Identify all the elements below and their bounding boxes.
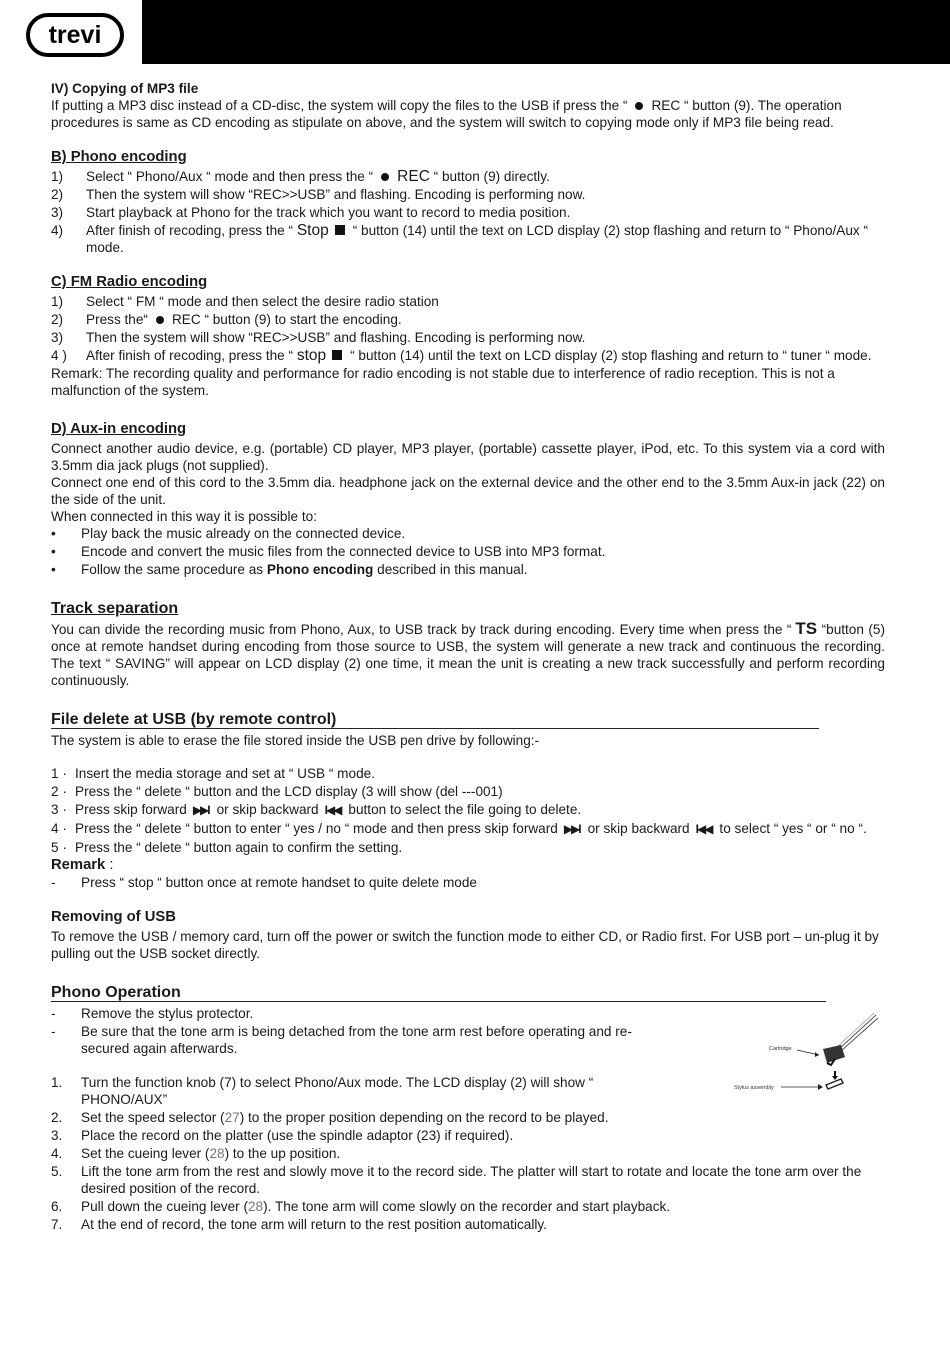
step-number: 4 ) <box>51 348 67 363</box>
remark-text: Press “ stop “ button once at remote handset to quite delete mode <box>81 875 477 890</box>
fm-step <box>51 293 885 310</box>
rec-dot-icon <box>635 102 643 110</box>
trevi-logo-graphic <box>26 12 124 58</box>
track-text-a: You can divide the recording music from Phono, Aux, to USB track by track during encoding. Every time when press the “ <box>51 622 792 637</box>
phono-op-step <box>51 1163 885 1197</box>
delete-remark-heading <box>51 857 885 874</box>
section-removing-usb-title: Removing of USB <box>51 909 176 925</box>
svg-text:trevi: trevi <box>48 21 102 49</box>
step-text: Pull down the cueing lever ( <box>81 1199 248 1214</box>
phono-op-step <box>51 1198 885 1215</box>
bullet-text: Play back the music already on the connected device. <box>81 526 406 541</box>
step-text: Press skip forward <box>75 802 187 817</box>
reference-number: 27 <box>224 1110 240 1125</box>
delete-step <box>51 765 885 782</box>
phono-op-step <box>51 1145 885 1162</box>
delete-step <box>51 839 885 856</box>
step-text: Then the system will show “REC>>USB” and flashing. Encoding is performing now. <box>86 330 586 345</box>
step-number: 1) <box>51 294 64 309</box>
step-number: 4) <box>51 223 64 238</box>
skip-forward-icon: ▶▶I <box>563 822 580 836</box>
fm-remark: Remark: The recording quality and performance for radio encoding is not stable due to interference of radio reception. This is not a malfunction of the system. <box>51 366 835 398</box>
phono-step <box>51 186 885 203</box>
stop-square-icon <box>332 350 342 360</box>
aux-bullet <box>51 525 885 542</box>
step-text: Start playback at Phono for the track which you want to record to media position. <box>86 205 571 220</box>
step-number: 3. <box>51 1128 63 1143</box>
step-text: or skip backward <box>216 802 319 817</box>
step-text: Press the“ <box>86 312 148 327</box>
step-text: ) to the up position. <box>224 1146 341 1161</box>
stylus-assembly-label: Stylus assembly <box>734 1085 774 1091</box>
step-text: “ button (9) directly. <box>433 169 550 184</box>
step-text: Insert the media storage and set at “ USB “ mode. <box>75 766 375 781</box>
step-text: ) to the proper position depending on the record to be played. <box>239 1110 609 1125</box>
removing-usb-body: To remove the USB / memory card, turn off the power or switch the function mode to either CD, or Radio first. For USB port – un-plug it by pulling out the USB socket directly. <box>51 929 879 961</box>
step-number: 2 · <box>51 784 67 799</box>
fm-step <box>51 347 885 364</box>
step-text: Lift the tone arm from the rest and slowly move it to the record side. The platter will start to rotate and locate the tone arm over the desired position of the record. <box>81 1164 862 1196</box>
step-text: button to select the file going to delete. <box>348 802 582 817</box>
aux-paragraph: Connect another audio device, e.g. (portable) CD player, MP3 player, (portable) cassette player, iPod, etc. To this system via a cord with 3.5mm dia jack plugs (not supplied). <box>51 441 885 473</box>
section-file-delete-title: File delete at USB (by remote control) <box>51 711 819 729</box>
reference-number: 28 <box>209 1146 225 1161</box>
step-number: 2) <box>51 187 64 202</box>
aux-bullet <box>51 543 885 560</box>
rec-label: REC <box>651 98 681 113</box>
bullet-icon: • <box>51 544 56 559</box>
step-text: Set the cueing lever ( <box>81 1146 210 1161</box>
track-text-b: “button (5) once at remote handset during encoding from those source to USB, the system will generate a new track and continuous the recording. The text “ SAVING” will appear on LCD display (2) one time, it mean the unit is creating a new track successfully and perform recording continuously. <box>51 622 885 688</box>
aux-paragraph: When connected in this way it is possible to: <box>51 509 317 524</box>
dash-bullet: - <box>51 1006 56 1021</box>
remark-title: Remark <box>51 857 106 873</box>
rec-label: REC <box>171 312 201 327</box>
header-bar <box>142 0 950 64</box>
bullet-icon: • <box>51 562 56 577</box>
skip-backward-icon: I◀◀ <box>695 822 712 836</box>
step-text: Set the speed selector ( <box>81 1110 225 1125</box>
section-aux-encoding-title: D) Aux-in encoding <box>51 421 187 437</box>
step-text: or skip backward <box>587 821 690 836</box>
ts-button-label: TS <box>795 619 818 638</box>
track-separation-body <box>51 620 885 689</box>
delete-step <box>51 820 885 838</box>
delete-remark <box>51 874 885 891</box>
cartridge-label: Cartridge <box>769 1046 792 1052</box>
step-number: 5. <box>51 1164 63 1179</box>
rec-label: REC <box>397 168 430 185</box>
stop-label: Stop <box>296 222 329 239</box>
bullet-text: Encode and convert the music files from the connected device to USB into MP3 format. <box>81 544 606 559</box>
delete-step <box>51 783 885 800</box>
step-number: 1. <box>51 1075 63 1090</box>
section-track-separation-title: Track separation <box>51 600 179 617</box>
step-text: to select “ yes “ or “ no “. <box>719 821 867 836</box>
section-phono-operation-title: Phono Operation <box>51 984 826 1002</box>
phono-operation-body <box>51 1005 885 1233</box>
section-mp3-copy-title: IV) Copying of MP3 file <box>51 81 199 96</box>
bullet-text: described in this manual. <box>373 562 528 577</box>
step-number: 3 · <box>51 802 67 817</box>
mp3-copy-text-a: If putting a MP3 disc instead of a CD-disc, the system will copy the files to the USB if press the “ <box>51 98 628 113</box>
rec-dot-icon <box>156 316 164 324</box>
step-text: “ button (9) to start the encoding. <box>204 312 402 327</box>
step-number: 3) <box>51 205 64 220</box>
step-number: 2. <box>51 1110 63 1125</box>
step-text: After finish of recoding, press the “ <box>86 348 294 363</box>
phono-op-step <box>51 1127 885 1144</box>
bullet-icon: • <box>51 526 56 541</box>
phono-op-step <box>51 1109 885 1126</box>
phono-op-step <box>51 1216 885 1233</box>
aux-paragraph: Connect one end of this cord to the 3.5mm dia. headphone jack on the external device and the other end to the 3.5mm Aux-in jack (22) on the side of the unit. <box>51 475 885 507</box>
step-number: 1 · <box>51 766 67 781</box>
step-number: 4. <box>51 1146 63 1161</box>
note-text: Remove the stylus protector. <box>81 1006 254 1021</box>
step-number: 5 · <box>51 840 67 855</box>
remark-colon: : <box>105 857 114 873</box>
phono-step <box>51 168 885 185</box>
tone-arm-diagram <box>731 1013 881 1108</box>
step-text: Press the “ delete “ button again to confirm the setting. <box>75 840 403 855</box>
trevi-logo <box>26 12 124 58</box>
step-text: ). The tone arm will come slowly on the recorder and start playback. <box>263 1199 671 1214</box>
bullet-bold-text: Phono encoding <box>266 562 374 577</box>
bullet-text: Follow the same procedure as <box>81 562 267 577</box>
step-text: “ button (14) until the text on LCD display (2) stop flashing and return to “ tuner “ mode. <box>350 348 872 363</box>
skip-forward-icon: ▶▶I <box>192 803 209 817</box>
stop-square-icon <box>335 225 345 235</box>
skip-backward-icon: I◀◀ <box>324 803 341 817</box>
phono-step <box>51 204 885 221</box>
section-phono-encoding-title: B) Phono encoding <box>51 149 187 165</box>
step-text: Then the system will show “REC>>USB” and flashing. Encoding is performing now. <box>86 187 586 202</box>
reference-number: 28 <box>248 1199 264 1214</box>
dash-bullet: - <box>51 875 56 890</box>
step-text: Place the record on the platter (use the spindle adaptor (23) if required). <box>81 1128 514 1143</box>
note-text: Be sure that the tone arm is being detached from the tone arm rest before operating and re-secured again afterwards. <box>81 1024 632 1056</box>
dash-bullet: - <box>51 1024 56 1039</box>
step-number: 3) <box>51 330 64 345</box>
step-number: 6. <box>51 1199 63 1214</box>
rec-dot-icon <box>381 173 389 181</box>
delete-step <box>51 801 885 819</box>
stop-label: stop <box>296 347 327 364</box>
step-text: “ button (14) until the text on LCD display (2) stop flashing and return to “ Phono/Aux “ mode. <box>86 223 869 255</box>
step-text: Select “ Phono/Aux “ mode and then press the “ <box>86 169 374 184</box>
step-text: After finish of recoding, press the “ <box>86 223 294 238</box>
step-text: Press the “ delete “ button and the LCD display (3 will show (del ---001) <box>75 784 503 799</box>
step-number: 4 · <box>51 821 67 836</box>
step-number: 7. <box>51 1217 63 1232</box>
tone-arm-illustration <box>731 1013 881 1108</box>
phono-step <box>51 222 885 256</box>
step-text: Select “ FM “ mode and then select the desire radio station <box>86 294 439 309</box>
file-delete-intro: The system is able to erase the file stored inside the USB pen drive by following:- <box>51 733 540 748</box>
mp3-copy-text-b: “ button (9). The operation procedures is same as CD encoding as stipulate on above, and the system will switch to copying mode only if MP3 file being read. <box>51 98 842 130</box>
aux-bullet <box>51 561 885 578</box>
manual-content <box>51 80 885 1234</box>
step-text: Turn the function knob (7) to select Phono/Aux mode. The LCD display (2) will show “ PHONO/AUX” <box>81 1075 594 1107</box>
step-text: At the end of record, the tone arm will return to the rest position automatically. <box>81 1217 547 1232</box>
step-text: Press the “ delete “ button to enter “ yes / no “ mode and then press skip forward <box>75 821 558 836</box>
step-number: 2) <box>51 312 64 327</box>
mp3-copy-body <box>51 97 885 131</box>
fm-step <box>51 329 885 346</box>
fm-step <box>51 311 885 328</box>
step-number: 1) <box>51 169 64 184</box>
section-fm-encoding-title: C) FM Radio encoding <box>51 274 208 290</box>
